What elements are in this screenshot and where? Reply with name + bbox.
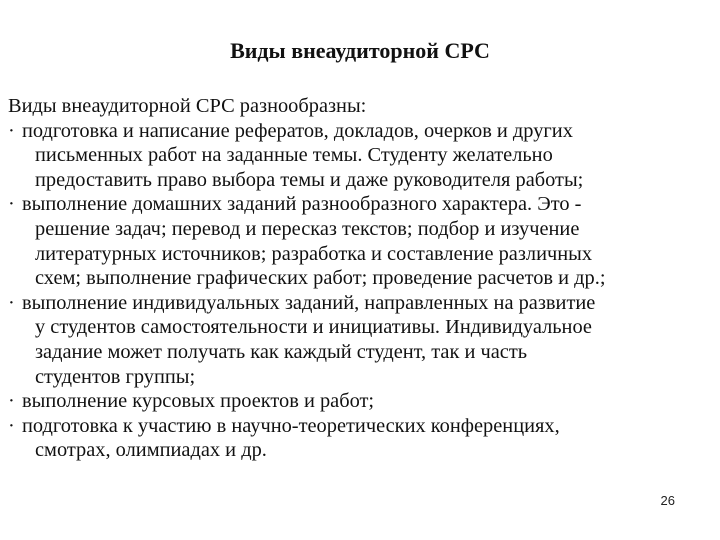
bullet-text bbox=[22, 414, 713, 463]
bullet-text bbox=[22, 291, 713, 389]
bullet-marker: · bbox=[8, 390, 15, 413]
bullet-text bbox=[22, 119, 713, 193]
bullet-line: выполнение курсовых проектов и работ; bbox=[22, 390, 375, 413]
bullet-line: подготовка к участию в научно-теоретических конференциях, bbox=[22, 414, 560, 437]
slide-content bbox=[8, 94, 713, 463]
bullet-text bbox=[22, 192, 713, 290]
bullet-item-4 bbox=[8, 389, 713, 414]
bullet-marker: · bbox=[8, 414, 15, 437]
page-number: 26 bbox=[660, 493, 675, 508]
bullet-line: схем; выполнение графических работ; проведение расчетов и др.; bbox=[35, 267, 606, 290]
bullet-line: выполнение домашних заданий разнообразного характера. Это - bbox=[22, 193, 582, 216]
bullet-marker: · bbox=[8, 119, 15, 142]
bullet-marker: · bbox=[8, 291, 15, 314]
bullet-line: литературных источников; разработка и составление различных bbox=[35, 242, 593, 265]
bullet-item-1 bbox=[8, 119, 713, 193]
bullet-line: задание может получать как каждый студент, так и часть bbox=[35, 340, 528, 363]
intro-text: Виды внеаудиторной СРС разнообразны: bbox=[8, 95, 367, 117]
bullet-line: предоставить право выбора темы и даже руководителя работы; bbox=[35, 168, 584, 191]
bullet-item-3 bbox=[8, 291, 713, 389]
bullet-marker: · bbox=[8, 193, 15, 216]
slide-title: Виды внеаудиторной СРС bbox=[230, 38, 490, 63]
bullet-item-5 bbox=[8, 414, 713, 463]
bullet-item-2 bbox=[8, 192, 713, 290]
bullet-line: у студентов самостоятельности и инициативы. Индивидуальное bbox=[35, 316, 592, 339]
bullet-line: смотрах, олимпиадах и др. bbox=[35, 439, 267, 462]
bullet-line: решение задач; перевод и пересказ текстов; подбор и изучение bbox=[35, 217, 580, 240]
bullet-line: студентов группы; bbox=[35, 365, 196, 388]
bullet-text bbox=[22, 389, 713, 414]
bullet-line: выполнение индивидуальных заданий, направленных на развитие bbox=[22, 291, 596, 314]
bullet-list bbox=[8, 119, 713, 463]
bullet-line: письменных работ на заданные темы. Студенту желательно bbox=[35, 144, 553, 167]
bullet-line: подготовка и написание рефератов, докладов, очерков и других bbox=[22, 119, 573, 142]
